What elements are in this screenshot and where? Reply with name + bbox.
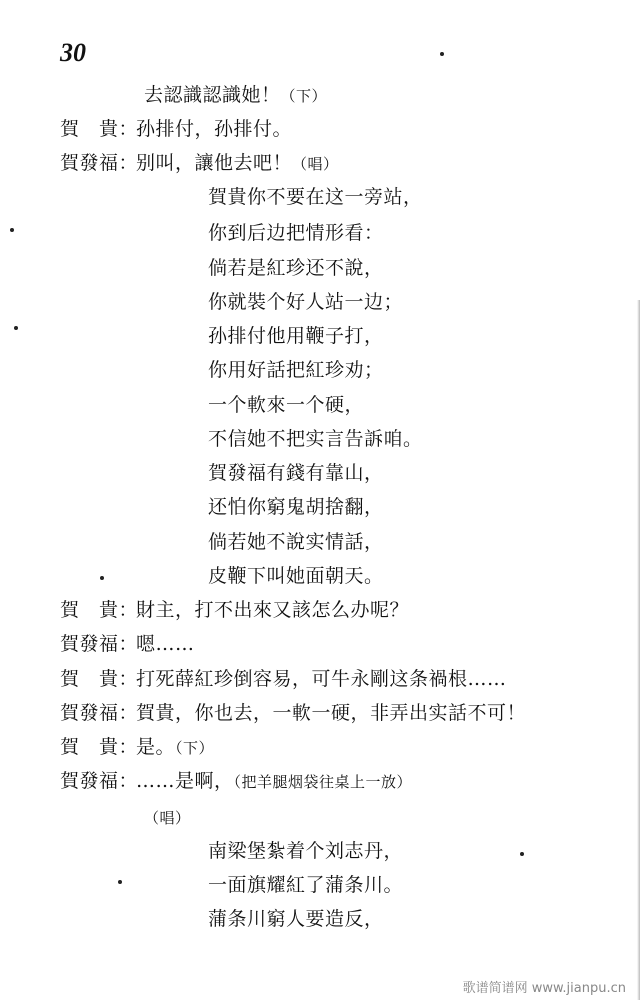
line-text: 一个軟來一个硬， (208, 394, 365, 416)
line-text: 蒲条川窮人要造反， (208, 908, 384, 930)
line-text: 倘若她不說实情話， (208, 531, 384, 553)
speaker-name: 賀 貴： (60, 118, 139, 140)
dialogue-line (60, 666, 507, 692)
dialogue-line (60, 116, 292, 142)
stage-cue: （唱） (292, 155, 339, 173)
line-text: 賀發福有錢有靠山， (208, 462, 384, 484)
line-text: 还怕你窮鬼胡捨翻， (208, 496, 384, 518)
lyric-line (208, 494, 384, 520)
dialogue-line (60, 700, 526, 726)
ink-speck (118, 880, 122, 884)
speaker-name: 賀發福： (60, 633, 139, 655)
line-text: 去認識認識她！ (144, 84, 281, 106)
line-text: 皮鞭下叫她面朝天。 (208, 565, 384, 587)
line-text: 打死薛紅珍倒容易，可牛永剛这条禍根…… (136, 668, 507, 690)
speaker-name: 賀 貴： (60, 736, 139, 758)
lyric-line (208, 289, 403, 315)
ink-speck (520, 852, 524, 856)
stage-cue: （把羊腿烟袋往桌上一放） (233, 773, 413, 791)
page-number: 30 (60, 38, 86, 67)
stage-cue: （下） (175, 739, 215, 757)
line-text: 一面旗耀紅了蒲条川。 (208, 874, 404, 896)
line-text: 不信她不把实言告訴咱。 (208, 428, 423, 450)
dialogue-line (60, 597, 409, 623)
dialogue-line (60, 734, 214, 761)
line-text: 賀貴你不要在这一旁站， (208, 186, 423, 208)
ink-speck (100, 576, 104, 580)
lyric-line (208, 392, 364, 418)
lyric-line (208, 563, 384, 589)
line-text: 賀貴，你也去，一軟一硬，非弄出实話不可！ (136, 702, 527, 724)
speaker-name: 賀 貴： (60, 668, 139, 690)
ink-speck (440, 52, 444, 56)
lyric-line (208, 184, 423, 210)
stage-direction (144, 804, 191, 831)
lyric-line (208, 426, 423, 452)
lyric-line (208, 906, 384, 932)
ink-speck (14, 326, 18, 330)
lyric-line (144, 82, 327, 109)
line-text: 别叫，讓他去吧！ (136, 152, 293, 174)
line-text: 孙排付他用鞭子打， (208, 325, 384, 347)
line-text: 你用好話把紅珍劝； (208, 359, 384, 381)
line-text: 倘若是紅珍还不說， (208, 257, 384, 279)
line-text: ……是啊， (136, 770, 234, 792)
lyric-line (208, 323, 384, 349)
speaker-name: 賀發福： (60, 770, 139, 792)
stage-cue: （下） (280, 87, 328, 105)
line-text: 南梁堡紮着个刘志丹， (208, 840, 404, 862)
ink-speck (10, 228, 14, 232)
line-text: 你就裝个好人站一边； (208, 291, 404, 313)
speaker-name: 賀發福： (60, 702, 139, 724)
line-text: 孙排付，孙排付。 (136, 118, 293, 140)
lyric-line (208, 220, 384, 246)
lyric-line (208, 255, 384, 281)
site-watermark: 歌谱简谱网 www.jianpu.cn (462, 981, 626, 996)
speaker-name: 賀發福： (60, 152, 139, 174)
speaker-name: 賀 貴： (60, 599, 139, 621)
line-text: 嗯…… (136, 633, 195, 655)
line-text: 財主，打不出來又該怎么办呢？ (136, 599, 410, 621)
lyric-line (208, 838, 403, 864)
dialogue-line (60, 150, 339, 177)
dialogue-line (60, 631, 195, 657)
lyric-line (208, 460, 384, 486)
lyric-line (208, 872, 403, 898)
line-text: 你到后边把情形看： (208, 222, 384, 244)
lyric-line (208, 529, 384, 555)
dialogue-line (60, 768, 412, 795)
stage-cue: （唱） (144, 809, 191, 827)
line-text: 是。 (136, 736, 176, 758)
lyric-line (208, 357, 384, 383)
